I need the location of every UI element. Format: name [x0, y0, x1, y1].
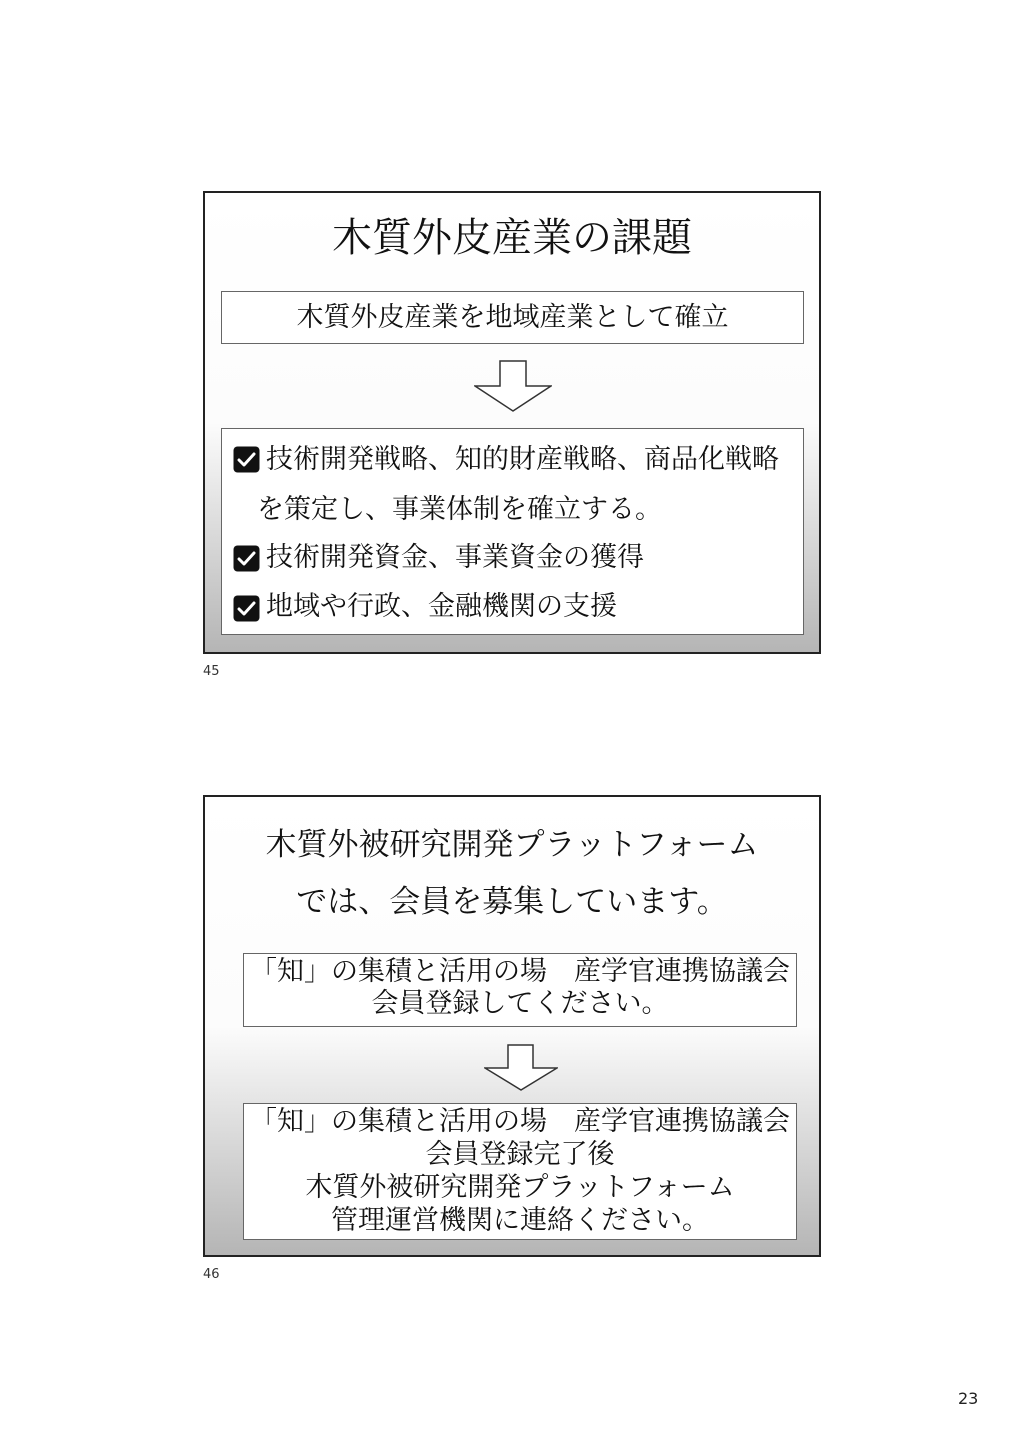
checklist-item-continuation: を策定し、事業体制を確立する。	[257, 494, 662, 525]
check-icon	[233, 446, 260, 473]
slide-46	[203, 795, 821, 1257]
page-number: 23	[958, 1389, 979, 1408]
checklist-item-text: 技術開発資金、事業資金の獲得	[266, 542, 644, 573]
slide-number-label: 46	[203, 1267, 220, 1282]
registration-line: 会員登録してください。	[371, 988, 669, 1019]
slide-title-line: 木質外被研究開発プラットフォーム	[265, 827, 759, 863]
registration-box	[243, 953, 797, 1027]
checklist-item-text: 地域や行政、金融機関の支援	[266, 591, 617, 622]
slide-number-label: 45	[203, 664, 220, 679]
slide-title-line: では、会員を募集しています。	[296, 884, 728, 920]
goal-box: 木質外皮産業を地域産業として確立	[221, 291, 804, 344]
slide-title: 木質外皮産業の課題	[332, 215, 692, 261]
down-arrow-icon	[484, 1044, 558, 1091]
contact-line: 「知」の集積と活用の場 産学官連携協議会	[250, 1106, 790, 1137]
down-arrow-icon	[474, 360, 552, 412]
check-icon	[233, 595, 260, 622]
contact-line: 管理運営機関に連絡ください。	[331, 1205, 709, 1236]
checklist-box	[221, 428, 804, 635]
contact-line: 木質外被研究開発プラットフォーム	[305, 1172, 735, 1203]
contact-line: 会員登録完了後	[425, 1139, 615, 1170]
slide-45	[203, 191, 821, 654]
checklist-item-text: 技術開発戦略、知的財産戦略、商品化戦略	[266, 444, 779, 475]
contact-box	[243, 1103, 797, 1240]
check-icon	[233, 545, 260, 572]
registration-line: 「知」の集積と活用の場 産学官連携協議会	[250, 956, 790, 987]
